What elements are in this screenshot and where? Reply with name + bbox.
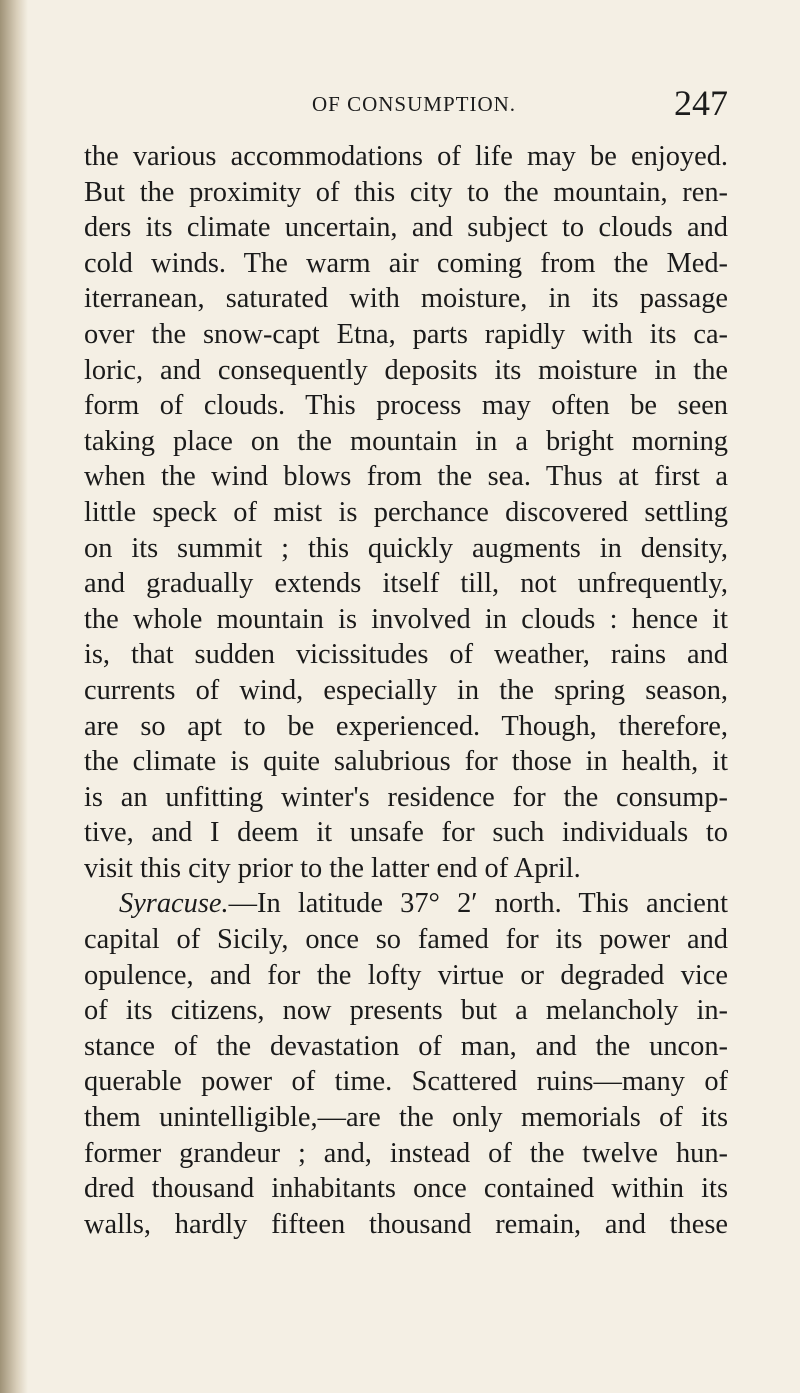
syracuse-heading: Syracuse. xyxy=(119,888,229,920)
text-line: is, that sudden vicissitudes of weather, rains and xyxy=(84,639,728,671)
text-line: of its citizens, now presents but a melancholy in- xyxy=(84,995,728,1027)
text-line: cold winds. The warm air coming from the Med- xyxy=(84,247,728,279)
text-line: form of clouds. This process may often be seen xyxy=(84,390,728,422)
text-line: loric, and consequently deposits its moisture in the xyxy=(84,354,728,386)
text-line: opulence, and for the lofty virtue or degraded vice xyxy=(84,959,728,991)
page-number: 247 xyxy=(674,83,728,123)
text-line: the whole mountain is involved in clouds : hence it xyxy=(84,603,728,635)
syracuse-first-line-text: —In latitude 37° 2′ north. This ancient xyxy=(228,888,728,920)
text-line: capital of Sicily, once so famed for its power and xyxy=(84,924,728,956)
text-line: stance of the devastation of man, and the uncon- xyxy=(84,1030,728,1062)
text-line: ders its climate uncertain, and subject to clouds and xyxy=(84,212,728,244)
text-line: little speck of mist is perchance discovered settling xyxy=(84,496,728,528)
text-line: them unintelligible,—are the only memorials of its xyxy=(84,1102,728,1134)
text-line: currents of wind, especially in the spring season, xyxy=(84,674,728,706)
page-gutter-shadow xyxy=(0,0,28,1393)
text-line: over the snow-capt Etna, parts rapidly with its ca- xyxy=(84,318,728,350)
text-line: on its summit ; this quickly augments in density, xyxy=(84,532,728,564)
text-line: the various accommodations of life may be enjoyed. xyxy=(84,141,728,172)
text-line: taking place on the mountain in a bright morning xyxy=(84,425,728,457)
text-line: is an unfitting winter's residence for the consump- xyxy=(84,781,728,813)
page-header xyxy=(84,83,728,128)
text-line: But the proximity of this city to the mountain, ren- xyxy=(84,176,728,208)
text-line: querable power of time. Scattered ruins—many of xyxy=(84,1066,728,1098)
text-line: walls, hardly fifteen thousand remain, and these xyxy=(84,1208,728,1240)
running-title: OF CONSUMPTION. xyxy=(312,92,517,116)
syracuse-paragraph-start xyxy=(84,886,728,922)
text-line: and gradually extends itself till, not unfrequently, xyxy=(84,568,728,600)
text-line: iterranean, saturated with moisture, in its passage xyxy=(84,283,728,315)
text-line: when the wind blows from the sea. Thus at first a xyxy=(84,461,728,493)
text-line-paragraph-end: visit this city prior to the latter end of April. xyxy=(84,852,581,884)
text-line: are so apt to be experienced. Though, therefore, xyxy=(84,710,728,742)
text-line: the climate is quite salubrious for those in health, it xyxy=(84,746,728,778)
text-line: dred thousand inhabitants once contained within its xyxy=(84,1173,728,1205)
text-line: tive, and I deem it unsafe for such individuals to xyxy=(84,817,728,849)
body-text xyxy=(84,139,728,1242)
text-line: former grandeur ; and, instead of the twelve hun- xyxy=(84,1137,728,1169)
